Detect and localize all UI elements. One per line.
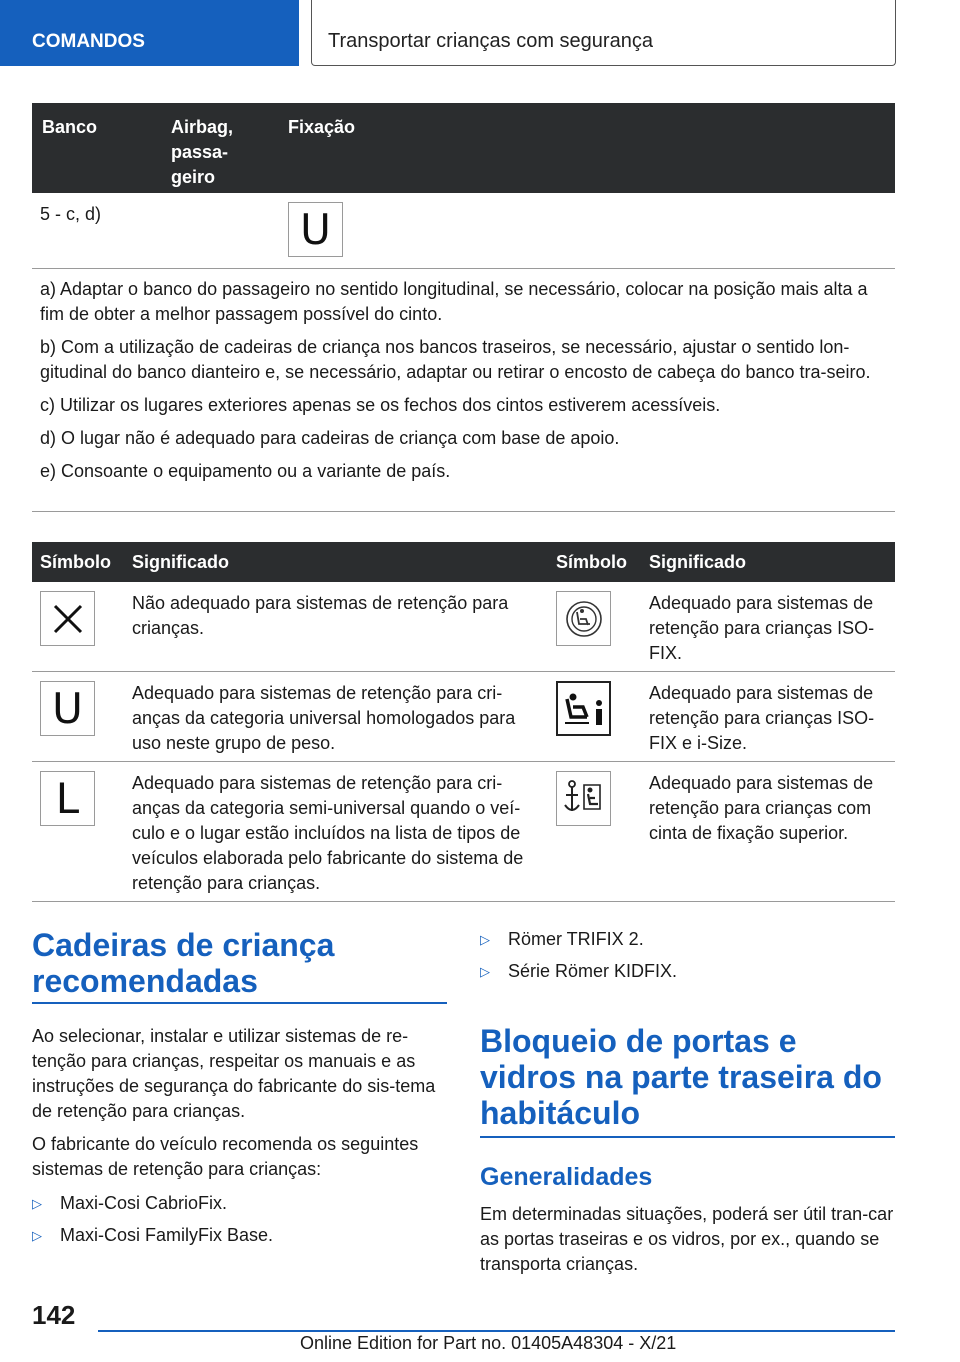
meaning-top-tether: Adequado para sistemas de retenção para crianças com cinta de fixação superior.: [649, 773, 874, 843]
meaning-semi-universal: Adequado para sistemas de retenção para cri-anças da categoria semi-universal quando o veí-culo e o lugar estão incluídos na lista de tipos de veículos elaborada pelo fabricante do sistema de retenção para crianças.: [132, 773, 524, 893]
universal-u-symbol: [288, 202, 343, 257]
bullet-triangle-icon: ▷: [32, 1196, 42, 1211]
divider: [32, 761, 895, 762]
paragraph-selection: Ao selecionar, instalar e utilizar sistemas de re-tenção para crianças, respeitar os manuais e as instruções de segurança do fabricante do sis-tema de retenção para crianças.: [32, 1026, 436, 1121]
col-header-airbag: [171, 115, 233, 190]
list-item: [480, 927, 895, 952]
col-header-airbag-line3: geiro: [171, 167, 216, 187]
heading-door-lock: Bloqueio de portas e vidros na parte traseira do habitáculo: [480, 1023, 882, 1131]
divider: [32, 268, 895, 269]
heading-recommended-seats: Cadeiras de criança recomendadas: [32, 927, 335, 999]
col-header-symbol-1: Símbolo: [40, 552, 111, 572]
col-header-seat: Banco: [42, 117, 98, 137]
col-header-meaning-2: Significado: [649, 552, 747, 572]
isofix-seat-icon: [556, 591, 611, 646]
col-header-airbag-line2: passa-: [171, 142, 229, 162]
col-header-meaning-1: Significado: [132, 552, 230, 572]
seat-table-header: [32, 103, 895, 193]
note-c: c) Utilizar os lugares exteriores apenas se os fechos dos cintos estiverem acessíveis.: [40, 395, 721, 415]
symbol-l-glyph: L: [55, 773, 80, 823]
page-title: Transportar crianças com segurança: [311, 0, 896, 66]
bullet-triangle-icon: ▷: [480, 932, 490, 947]
isofix-i-size-icon: [556, 681, 611, 736]
note-b: b) Com a utilização de cadeiras de criança nos bancos traseiros, se necessário, ajustar o sentido lon-gitudinal do banco dianteiro e, se necessário, adaptar ou retirar o encosto de cabeça do banco tra-seiro.: [40, 337, 871, 382]
footer-rule: [98, 1330, 895, 1332]
list-item-text: Maxi-Cosi FamilyFix Base.: [60, 1225, 274, 1245]
heading-underline: [32, 1002, 447, 1004]
list-item-text: Série Römer KIDFIX.: [508, 961, 678, 981]
divider: [32, 671, 895, 672]
col-header-fixation: Fixação: [288, 117, 356, 137]
meaning-isofix-i-size: Adequado para sistemas de retenção para crianças ISO-FIX e i-Size.: [649, 683, 875, 753]
subheading-general: Generalidades: [480, 1163, 653, 1191]
meaning-universal: Adequado para sistemas de retenção para cri-anças da categoria universal homologados para uso neste grupo de peso.: [132, 683, 516, 753]
list-item-text: Maxi-Cosi CabrioFix.: [60, 1193, 228, 1213]
paragraph-manufacturer: O fabricante do veículo recomenda os seguintes sistemas de retenção para crianças:: [32, 1134, 419, 1179]
semi-universal-l-symbol: [40, 771, 95, 826]
seat-table-notes: [40, 277, 888, 492]
note-d: d) O lugar não é adequado para cadeiras de criança com base de apoio.: [40, 428, 620, 448]
list-item-text: Römer TRIFIX 2.: [508, 929, 644, 949]
universal-u-symbol: [40, 681, 95, 736]
symbol-table-header: [32, 542, 895, 582]
footer-edition: Online Edition for Part no. 01405A48304 - X/21: [300, 1333, 677, 1353]
top-tether-anchor-icon: [556, 771, 611, 826]
section-tab: COMANDOS: [0, 0, 299, 66]
list-item: [480, 959, 895, 984]
bullet-triangle-icon: ▷: [32, 1228, 42, 1243]
page-number: 142: [32, 1300, 76, 1330]
symbol-u-glyph: U: [52, 683, 83, 733]
list-item: [32, 1191, 447, 1216]
bullet-triangle-icon: ▷: [480, 964, 490, 979]
note-e: e) Consoante o equipamento ou a variante de país.: [40, 461, 451, 481]
col-header-airbag-line1: Airbag,: [171, 117, 234, 137]
paragraph-general: Em determinadas situações, poderá ser útil tran-car as portas traseiras e os vidros, por ex., quando se transporta crianças.: [480, 1204, 894, 1274]
meaning-not-suitable: Não adequado para sistemas de retenção para crianças.: [132, 593, 509, 638]
seat-row-label: 5 - c, d): [40, 204, 102, 224]
symbol-u-glyph: U: [300, 204, 331, 254]
divider: [32, 511, 895, 512]
heading-underline: [480, 1136, 895, 1138]
list-item: [32, 1223, 447, 1248]
meaning-isofix: Adequado para sistemas de retenção para crianças ISO-FIX.: [649, 593, 875, 663]
note-a: a) Adaptar o banco do passageiro no sentido longitudinal, se necessário, colocar na posição mais alta a fim de obter a melhor passagem possível do cinto.: [40, 279, 868, 324]
cross-icon: [40, 591, 95, 646]
col-header-symbol-2: Símbolo: [556, 552, 627, 572]
divider: [32, 901, 895, 902]
